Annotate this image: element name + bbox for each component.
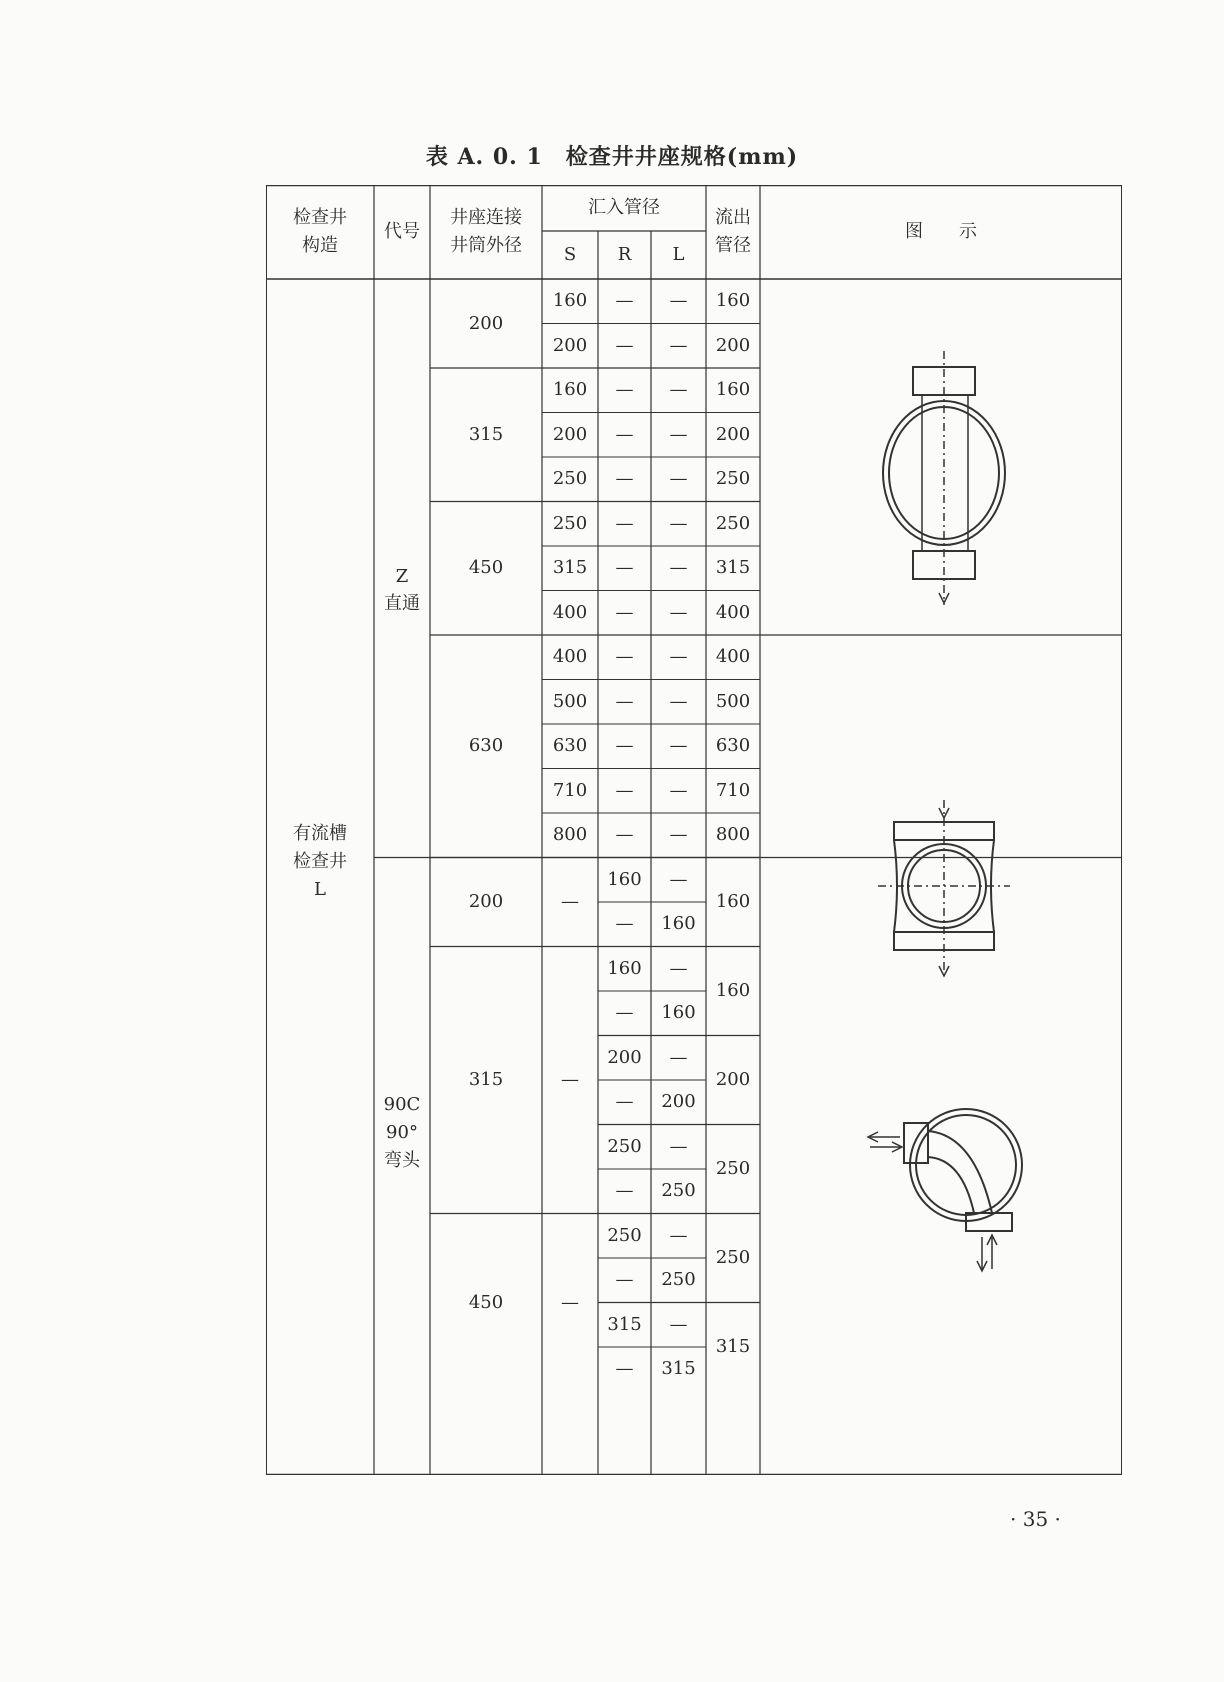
inflow-l-cell: — [669, 690, 688, 712]
inflow-r-cell: — [615, 334, 634, 356]
inflow-r-cell: 160 [607, 957, 642, 979]
outflow-cell: 160 [715, 379, 751, 401]
outflow-cell: 200 [715, 423, 751, 445]
outflow-cell: 200 [715, 334, 751, 356]
header-connect-diameter [450, 204, 522, 260]
inflow-r-cell: — [615, 824, 634, 846]
inflow-r-cell: — [615, 512, 634, 534]
code-straight [384, 563, 420, 619]
header-outflow-line: 管径 [715, 235, 751, 256]
outflow-cell: 315 [715, 557, 751, 579]
structure-cell-line: L [314, 878, 326, 900]
code-straight-line: Z [395, 565, 409, 587]
inflow-l-cell: 315 [661, 1358, 696, 1380]
header-structure [293, 204, 347, 260]
table-caption: 表 A. 0. 1 检查井井座规格(mm) [425, 144, 799, 170]
inflow-l-cell: — [669, 557, 688, 579]
header-s: S [563, 244, 577, 265]
code-elbow-line: 弯头 [384, 1150, 420, 1172]
inflow-r-cell: — [615, 423, 634, 445]
inflow-r-cell: — [615, 379, 634, 401]
code-straight-line: 直通 [384, 593, 420, 615]
inflow-r-cell: — [615, 468, 634, 490]
structure-cell-line: 检查井 [293, 850, 347, 872]
inflow-r-cell: — [615, 913, 634, 935]
inflow-s-cell: 160 [552, 290, 588, 312]
inflow-s-cell: 250 [552, 468, 588, 490]
inflow-l-cell: — [669, 1046, 688, 1068]
inflow-s-cell: 160 [552, 379, 588, 401]
inflow-s-cell: 200 [552, 423, 588, 445]
outflow-cell: 500 [715, 690, 751, 712]
inflow-r-cell: — [615, 690, 634, 712]
inflow-l-cell: 160 [661, 1002, 696, 1024]
outflow-cell: 160 [715, 891, 751, 912]
straight-small-icon [883, 351, 1005, 605]
outflow-cell: 400 [715, 601, 751, 623]
code-elbow-line: 90C [383, 1094, 421, 1116]
inflow-s-cell: 800 [552, 824, 588, 846]
inflow-s-cell: 500 [552, 690, 588, 712]
inflow-l-cell: — [669, 779, 688, 801]
inflow-l-cell: 200 [661, 1091, 696, 1113]
inflow-l-cell: 250 [661, 1180, 696, 1202]
inflow-l-cell: — [669, 1224, 688, 1246]
inflow-r-cell: — [615, 1269, 634, 1291]
inflow-l-cell: 160 [661, 913, 696, 935]
inflow-l-cell: — [669, 824, 688, 846]
inflow-r-cell: — [615, 735, 634, 757]
inflow-l-cell: — [669, 512, 688, 534]
inflow-r-cell: — [615, 1091, 634, 1113]
structure-cell-line: 有流槽 [293, 823, 347, 845]
inflow-r-cell: — [615, 601, 634, 623]
inflow-r-cell: — [615, 1358, 634, 1380]
inflow-r-cell: 250 [607, 1224, 642, 1246]
inflow-r-cell: — [615, 1180, 634, 1202]
structure-cell [293, 820, 347, 904]
inflow-s-cell: 400 [552, 646, 588, 668]
inflow-r-cell: 200 [607, 1046, 642, 1068]
header-outflow [715, 204, 751, 260]
outflow-cell: 630 [715, 735, 751, 757]
inflow-l-cell: — [669, 290, 688, 312]
inflow-s-cell: — [561, 1291, 579, 1313]
inflow-s-cell: — [561, 891, 579, 912]
header-inflow: 汇入管径 [588, 197, 660, 218]
outflow-cell: 315 [715, 1336, 751, 1357]
header-outflow-line: 流出 [715, 207, 751, 229]
connect-diameter-cell: 315 [468, 1069, 504, 1090]
connect-diameter-cell: 200 [468, 312, 504, 334]
inflow-l-cell: — [669, 468, 688, 490]
outflow-cell: 160 [715, 980, 751, 1001]
outflow-cell: 800 [715, 824, 751, 846]
inflow-r-cell: — [615, 646, 634, 668]
inflow-r-cell: 160 [607, 868, 642, 890]
outflow-cell: 250 [715, 512, 751, 534]
inflow-l-cell: — [669, 1313, 688, 1335]
outflow-cell: 250 [715, 468, 751, 490]
header-connect-diameter-line: 井筒外径 [450, 235, 522, 256]
header-structure-line: 构造 [302, 235, 338, 256]
inflow-r-cell: 315 [607, 1313, 642, 1335]
connect-diameter-cell: 315 [468, 423, 504, 445]
inflow-r-cell: — [615, 1002, 634, 1024]
connect-diameter-cell: 450 [468, 1291, 504, 1313]
header-connect-diameter-line: 井座连接 [450, 207, 522, 229]
inflow-l-cell: — [669, 868, 688, 890]
inflow-r-cell: 250 [607, 1135, 642, 1157]
inflow-l-cell: — [669, 646, 688, 668]
header-figure: 图 示 [905, 221, 977, 242]
inflow-s-cell: 250 [552, 512, 588, 534]
inflow-s-cell: 200 [552, 334, 588, 356]
inflow-s-cell: — [561, 1069, 579, 1090]
code-elbow-line: 90° [386, 1122, 418, 1144]
connect-diameter-cell: 630 [468, 735, 504, 757]
inflow-l-cell: — [669, 957, 688, 979]
header-r: R [617, 244, 632, 265]
inflow-s-cell: 630 [552, 735, 588, 757]
header-structure-line: 检查井 [293, 207, 347, 229]
outflow-cell: 250 [715, 1158, 751, 1179]
inflow-l-cell: — [669, 1135, 688, 1157]
header-code: 代号 [384, 221, 420, 242]
inflow-l-cell: — [669, 334, 688, 356]
outflow-cell: 250 [715, 1247, 751, 1268]
straight-large-icon [878, 800, 1010, 976]
code-elbow [384, 1092, 421, 1176]
outflow-cell: 160 [715, 290, 751, 312]
inflow-l-cell: — [669, 601, 688, 623]
inflow-l-cell: — [669, 423, 688, 445]
connect-diameter-cell: 200 [468, 891, 504, 912]
inflow-r-cell: — [615, 779, 634, 801]
inflow-r-cell: — [615, 557, 634, 579]
outflow-cell: 400 [715, 646, 751, 668]
inflow-l-cell: — [669, 379, 688, 401]
elbow-icon [868, 1109, 1022, 1271]
inflow-s-cell: 400 [552, 601, 588, 623]
outflow-cell: 200 [715, 1069, 751, 1090]
outflow-cell: 710 [715, 779, 751, 801]
header-l: L [672, 244, 685, 265]
page-number: · 35 · [1010, 1507, 1061, 1531]
inflow-l-cell: 250 [661, 1269, 696, 1291]
spec-table [266, 185, 1122, 1475]
inflow-r-cell: — [615, 290, 634, 312]
inflow-s-cell: 315 [552, 557, 588, 579]
connect-diameter-cell: 450 [468, 557, 504, 579]
inflow-s-cell: 710 [552, 779, 588, 801]
inflow-l-cell: — [669, 735, 688, 757]
